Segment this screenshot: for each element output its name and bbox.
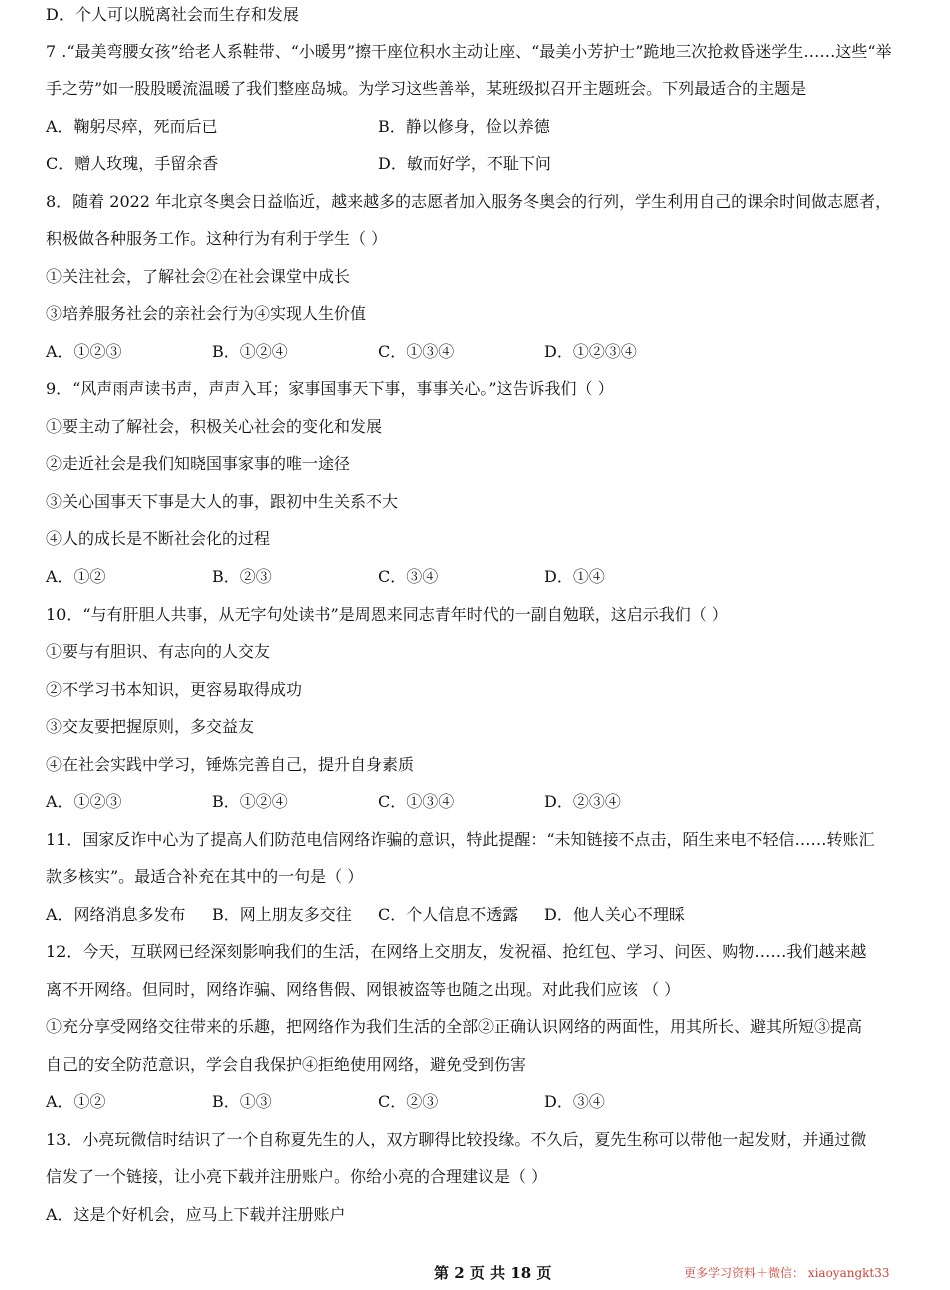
- q12-option-d: D．③④: [544, 1092, 605, 1111]
- q7-option-d: D．敏而好学，不耻下问: [378, 154, 551, 173]
- q8-stem-line1: 8．随着 2022 年北京冬奥会日益临近，越来越多的志愿者加入服务冬奥会的行列，学生利用自己的课余时间做志愿者，: [46, 192, 892, 211]
- q8-option-c: C．①③④: [378, 342, 455, 361]
- q9-stem: 9．“风声雨声读书声，声声入耳；家事国事天下事，事事关心。”这告诉我们（ ）: [46, 379, 614, 398]
- q9-item-4: ④人的成长是不断社会化的过程: [46, 529, 271, 548]
- q8-option-a: A．①②③: [46, 342, 122, 361]
- page-number: 第 2 页 共 18 页: [434, 1264, 552, 1282]
- q11-option-a: A．网络消息多发布: [46, 905, 186, 924]
- q10-item-4: ④在社会实践中学习，锤炼完善自己，提升自身素质: [46, 755, 415, 774]
- q12-stem-line1: 12．今天，互联网已经深刻影响我们的生活，在网络上交朋友，发祝福、抢红包、学习、问医、购物……我们越来越: [46, 942, 867, 961]
- q9-option-c: C．③④: [378, 567, 439, 586]
- q11-option-b: B．网上朋友多交往: [212, 905, 352, 924]
- q9-option-d: D．①④: [544, 567, 605, 586]
- q8-option-b: B．①②④: [212, 342, 288, 361]
- q10-item-1: ①要与有胆识、有志向的人交友: [46, 642, 271, 661]
- q11-option-d: D．他人关心不理睬: [544, 905, 685, 924]
- q7-stem-line1: 7 .“最美弯腰女孩”给老人系鞋带、“小暖男”擦干座位积水主动让座、“最美小芳护士”跪地三次抢救昏迷学生……这些“举: [46, 42, 892, 61]
- q10-option-a: A．①②③: [46, 792, 122, 811]
- q6-option-d: D．个人可以脱离社会而生存和发展: [46, 5, 299, 24]
- q7-option-a: A．鞠躬尽瘁，死而后已: [46, 117, 218, 136]
- q13-stem-line2: 信发了一个链接，让小亮下载并注册账户。你给小亮的合理建议是（ ）: [46, 1167, 548, 1186]
- q12-items-line1: ①充分享受网络交往带来的乐趣，把网络作为我们生活的全部②正确认识网络的两面性，用其所长、避其所短③提高: [46, 1017, 863, 1036]
- q13-stem-line1: 13．小亮玩微信时结识了一个自称夏先生的人，双方聊得比较投缘。不久后，夏先生称可以带他一起发财，并通过微: [46, 1130, 867, 1149]
- q10-option-b: B．①②④: [212, 792, 288, 811]
- q12-option-c: C．②③: [378, 1092, 439, 1111]
- q7-stem-line2: 手之劳”如一股股暖流温暖了我们整座岛城。为学习这些善举，某班级拟召开主题班会。下列最适合的主题是: [46, 79, 807, 98]
- q10-option-c: C．①③④: [378, 792, 455, 811]
- q12-stem-line2: 离不开网络。但同时，网络诈骗、网络售假、网银被盗等也随之出现。对此我们应该 （ ）: [46, 980, 681, 999]
- q12-option-b: B．①③: [212, 1092, 272, 1111]
- q8-stem-line2: 积极做各种服务工作。这种行为有利于学生（ ）: [46, 229, 388, 248]
- q10-stem: 10．“与有肝胆人共事，从无字句处读书”是周恩来同志青年时代的一副自勉联，这启示我们（ ）: [46, 605, 728, 624]
- q9-item-2: ②走近社会是我们知晓国事家事的唯一途径: [46, 454, 351, 473]
- q8-items-line1: ①关注社会，了解社会②在社会课堂中成长: [46, 267, 351, 286]
- q10-item-3: ③交友要把握原则，多交益友: [46, 717, 255, 736]
- q8-items-line2: ③培养服务社会的亲社会行为④实现人生价值: [46, 304, 367, 323]
- q9-item-1: ①要主动了解社会，积极关心社会的变化和发展: [46, 417, 383, 436]
- q9-option-b: B．②③: [212, 567, 272, 586]
- page-footer: [0, 1262, 950, 1282]
- q13-option-a: A．这是个好机会，应马上下载并注册账户: [46, 1205, 346, 1224]
- q7-option-b: B．静以修身，俭以养德: [378, 117, 550, 136]
- q9-item-3: ③关心国事天下事是大人的事，跟初中生关系不大: [46, 492, 399, 511]
- q7-option-c: C．赠人玫瑰，手留余香: [46, 154, 219, 173]
- q10-option-d: D．②③④: [544, 792, 621, 811]
- q8-option-d: D．①②③④: [544, 342, 637, 361]
- q12-option-a: A．①②: [46, 1092, 106, 1111]
- q11-stem-line1: 11．国家反诈中心为了提高人们防范电信网络诈骗的意识，特此提醒：“未知链接不点击，陌生来电不轻信……转账汇: [46, 830, 875, 849]
- q11-option-c: C．个人信息不透露: [378, 905, 519, 924]
- q11-stem-line2: 款多核实”。最适合补充在其中的一句是（ ）: [46, 867, 364, 886]
- q9-option-a: A．①②: [46, 567, 106, 586]
- q12-items-line2: 自己的安全防范意识，学会自我保护④拒绝使用网络，避免受到伤害: [46, 1055, 527, 1074]
- q10-item-2: ②不学习书本知识，更容易取得成功: [46, 680, 303, 699]
- promo-text: 更多学习资料＋微信： xiaoyangkt33: [684, 1266, 890, 1280]
